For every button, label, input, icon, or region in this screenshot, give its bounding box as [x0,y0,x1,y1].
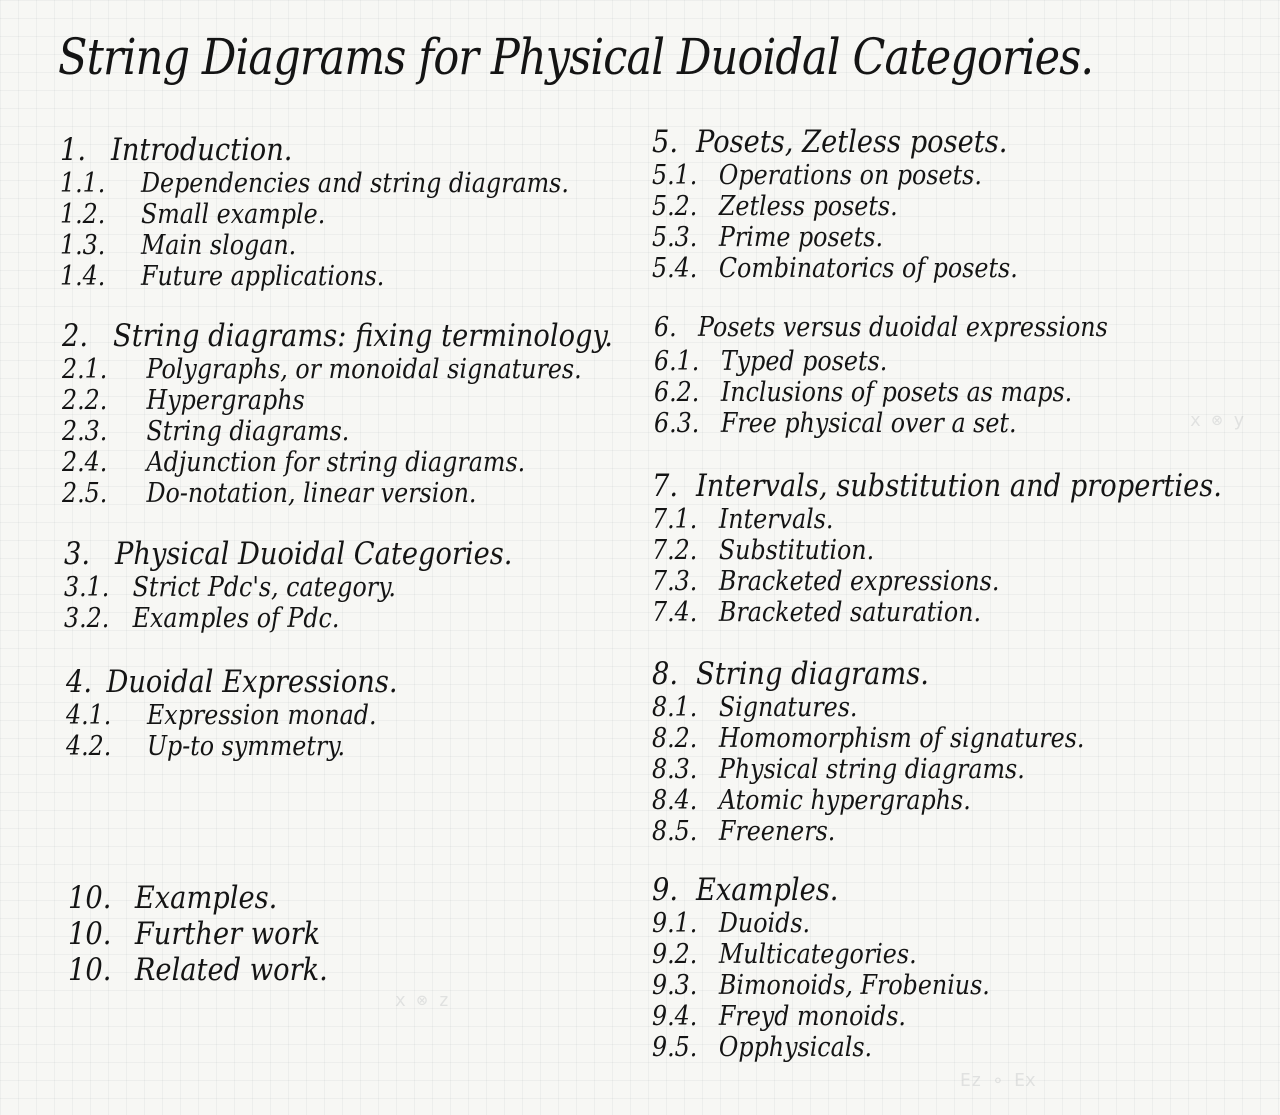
subsection-title: Future applications. [140,261,385,292]
section-number: 9. [652,872,679,908]
subsection-title: Main slogan. [140,230,297,261]
subsection-title: Physical string diagrams. [718,754,1025,785]
subsection-number: 5.1. [652,160,698,191]
subsection-number: 3.2. [64,603,110,634]
subsection-title: Zetless posets. [718,191,898,222]
subsection-entry [60,230,569,261]
subsection-title: Do-notation, linear version. [146,478,477,509]
subsection-number: 6.1. [654,346,700,377]
section-number: 4. [66,664,93,700]
subsection-title: Signatures. [718,692,858,723]
subsection-entry [652,785,1084,816]
subsection-title: Prime posets. [718,222,884,253]
subsection-entry [652,597,1222,628]
subsection-title: Expression monad. [146,700,377,731]
bleed-through-text: Ez ∘ Ex [960,1070,1036,1091]
subsection-title: Adjunction for string diagrams. [146,447,526,478]
subsection-number: 7.2. [652,535,698,566]
subsection-title: Small example. [140,199,326,230]
section-number: 5. [652,124,679,160]
section-heading [62,318,613,354]
subsection-title: Strict Pdc's, category. [132,572,396,603]
subsection-entry [652,1032,990,1063]
subsection-title: Freyd monoids. [718,1001,906,1032]
section-title: Posets versus duoidal expressions [698,312,1108,343]
subsection-entry [652,970,990,1001]
subsection-number: 9.4. [652,1001,698,1032]
subsection-number: 2.5. [62,478,108,509]
subsection-number: 2.1. [62,354,108,385]
section-title: String diagrams. [696,656,929,692]
subsection-title: Dependencies and string diagrams. [140,168,569,199]
section-number: 10. [68,916,112,952]
subsection-title: Combinatorics of posets. [718,253,1018,284]
subsection-number: 8.4. [652,785,698,816]
section-entry [68,916,328,952]
section-heading [652,656,1084,692]
toc-section [64,536,574,634]
subsection-number: 9.3. [652,970,698,1001]
section-title: Related work. [134,952,328,988]
section-title: Introduction. [111,132,293,168]
subsection-number: 2.3. [62,416,108,447]
subsection-entry [60,168,569,199]
section-title: String diagrams: fixing terminology. [113,318,613,354]
subsection-number: 7.4. [652,597,698,628]
subsection-title: Duoids. [718,908,811,939]
subsection-number: 3.1. [64,572,110,603]
subsection-number: 8.1. [652,692,698,723]
subsection-entry [62,447,613,478]
subsection-number: 1.4. [60,261,106,292]
subsection-title: Free physical over a set. [720,408,1017,439]
subsection-title: Examples of Pdc. [132,603,340,634]
toc-section [62,318,688,509]
subsection-entry [62,385,613,416]
subsection-title: Homomorphism of signatures. [718,723,1085,754]
subsection-entry [62,354,613,385]
subsection-entry [62,416,613,447]
subsection-number: 5.3. [652,222,698,253]
toc-section [652,872,1036,1063]
section-heading [64,536,512,572]
toc-section [66,664,443,762]
subsection-number: 7.3. [652,566,698,597]
subsection-entry [652,939,990,970]
subsection-number: 8.2. [652,723,698,754]
subsection-entry [66,700,398,731]
subsection-entry [652,908,990,939]
section-entry [68,952,328,988]
subsection-entry [652,504,1222,535]
subsection-number: 7.1. [652,504,698,535]
subsection-number: 5.4. [652,253,698,284]
section-title: Intervals, substitution and properties. [696,468,1222,504]
toc-section [652,124,1068,284]
subsection-title: Polygraphs, or monoidal signatures. [146,354,582,385]
subsection-entry [652,1001,990,1032]
subsection-entry [654,408,1108,439]
subsection-entry [64,572,512,603]
subsection-title: Atomic hypergraphs. [718,785,971,816]
page-title: String Diagrams for Physical Duoidal Categories. [58,28,1094,86]
section-number: 1. [60,132,87,168]
section-title: Further work [134,916,321,952]
subsection-title: Typed posets. [720,346,888,377]
subsection-entry [652,160,1018,191]
subsection-entry [652,191,1018,222]
subsection-title: Operations on posets. [718,160,982,191]
section-title: Examples. [696,872,839,908]
section-heading [652,468,1222,504]
section-heading [652,872,990,908]
subsection-entry [652,566,1222,597]
subsection-entry [60,199,569,230]
subsection-number: 6.3. [654,408,700,439]
subsection-number: 6.2. [654,377,700,408]
section-number: 6. [654,312,677,343]
section-title: Duoidal Expressions. [106,664,398,700]
toc-column-left [0,0,620,1115]
section-number: 10. [68,880,112,916]
subsection-number: 9.1. [652,908,698,939]
subsection-number: 8.5. [652,816,698,847]
toc-section [654,310,1170,439]
subsection-number: 5.2. [652,191,698,222]
subsection-entry [60,261,569,292]
toc-section [68,880,363,988]
subsection-title: Bimonoids, Frobenius. [718,970,990,1001]
subsection-title: Freeners. [718,816,836,847]
section-number: 10. [68,952,112,988]
section-number: 3. [64,536,91,572]
subsection-entry [652,692,1084,723]
subsection-title: Bracketed saturation. [718,597,982,628]
section-entry [68,880,328,916]
subsection-entry [652,222,1018,253]
section-heading [60,132,569,168]
subsection-entry [66,731,398,762]
subsection-number: 9.5. [652,1032,698,1063]
subsection-title: Up-to symmetry. [146,731,346,762]
subsection-entry [652,535,1222,566]
subsection-title: Bracketed expressions. [718,566,1000,597]
toc-section [60,132,638,292]
subsection-entry [652,723,1084,754]
subsection-title: Opphysicals. [718,1032,873,1063]
bleed-through-text: x ⊗ z [395,990,450,1011]
subsection-title: Substitution. [718,535,875,566]
subsection-number: 1.2. [60,199,106,230]
section-number: 8. [652,656,679,692]
subsection-entry [652,754,1084,785]
subsection-entry [64,603,512,634]
subsection-entry [654,377,1108,408]
subsection-number: 2.4. [62,447,108,478]
subsection-number: 9.2. [652,939,698,970]
section-heading [652,124,1018,160]
section-heading [66,664,398,700]
section-heading [654,310,1108,346]
section-title: Physical Duoidal Categories. [115,536,513,572]
subsection-title: Hypergraphs [146,385,305,416]
toc-section [652,468,1280,628]
toc-column-right [640,0,1260,1115]
subsection-entry [654,346,1108,377]
section-title: Examples. [134,880,278,916]
section-title: Posets, Zetless posets. [696,124,1008,160]
toc-section [652,656,1143,847]
bleed-through-text: x ⊗ y [1190,410,1245,431]
subsection-title: Inclusions of posets as maps. [720,377,1073,408]
subsection-number: 4.2. [66,731,112,762]
subsection-title: Multicategories. [718,939,917,970]
subsection-entry [652,253,1018,284]
subsection-entry [652,816,1084,847]
subsection-entry [62,478,613,509]
subsection-number: 4.1. [66,700,112,731]
subsection-title: String diagrams. [146,416,350,447]
subsection-number: 1.3. [60,230,106,261]
section-number: 2. [62,318,89,354]
subsection-number: 2.2. [62,385,108,416]
section-number: 7. [652,468,679,504]
subsection-number: 1.1. [60,168,106,199]
subsection-title: Intervals. [718,504,834,535]
subsection-number: 8.3. [652,754,698,785]
